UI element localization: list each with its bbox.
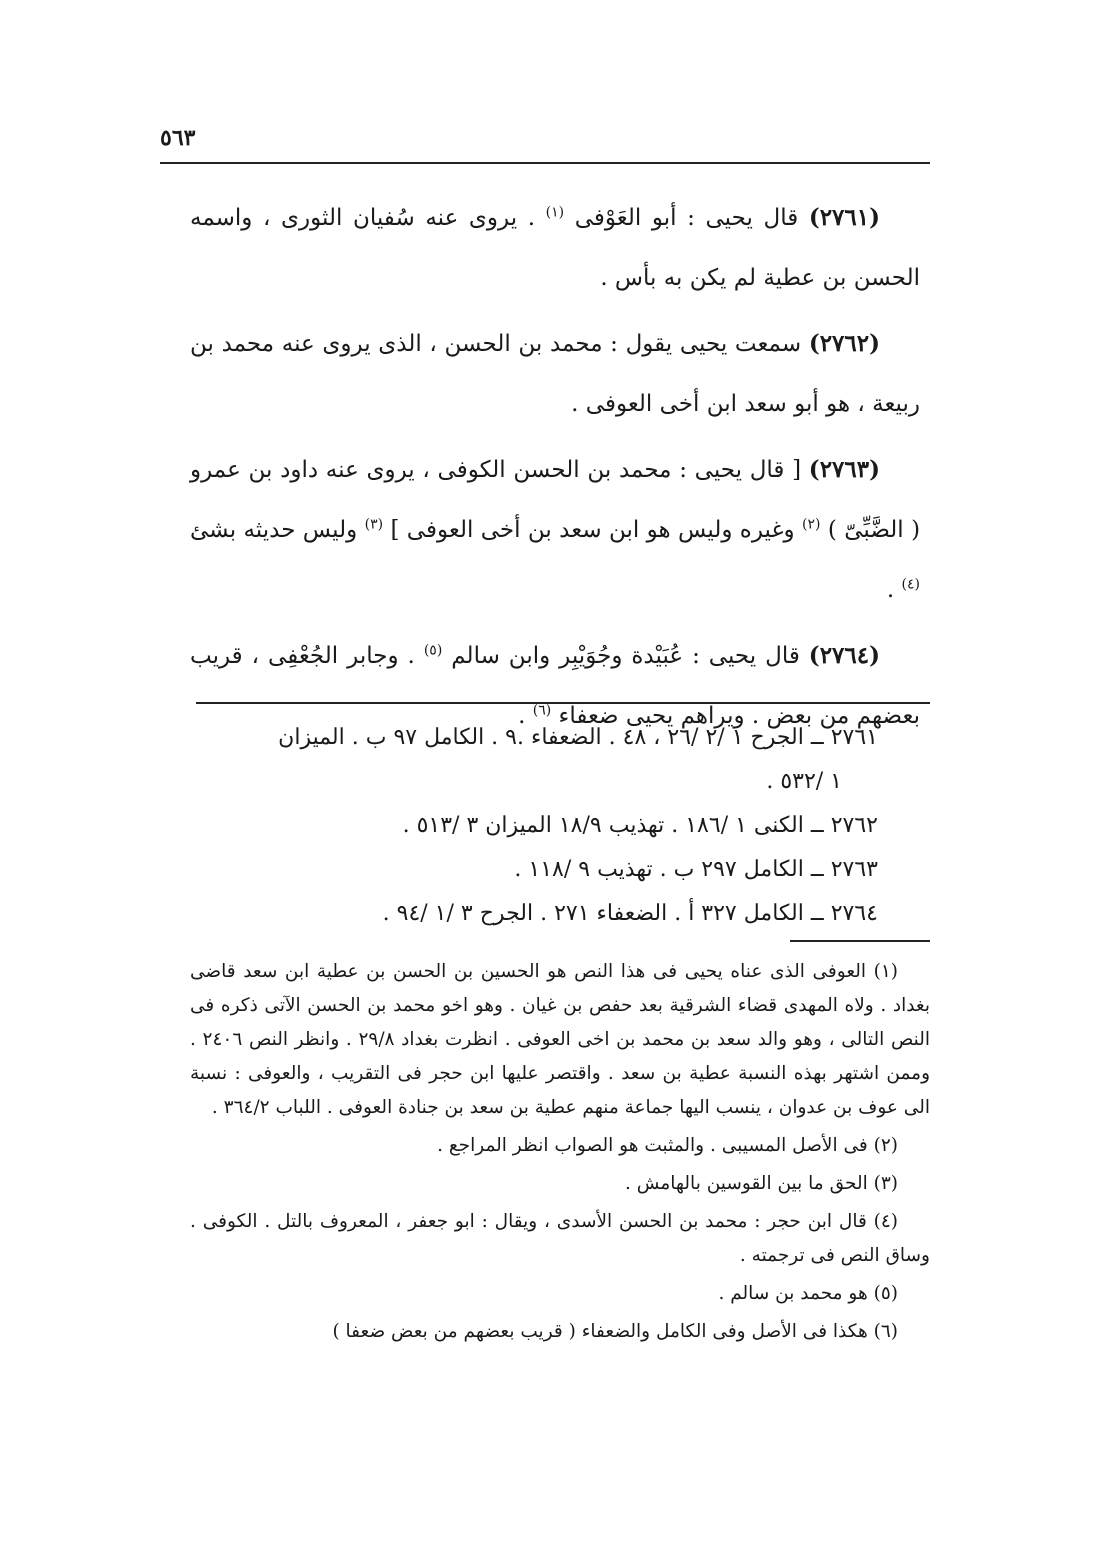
footnotes [190,955,930,1353]
entry-number: (٢٧٦٣) [808,456,880,483]
reference-line: ٢٧٦٤ ــ الكامل ٣٢٧ أ . الضعفاء ٢٧١ . الجرح ٣ /١ /٩٤ . [382,901,878,926]
footnote-2: (٢) فى الأصل المسيبى . والمثبت هو الصواب انظر المراجع . [437,1135,898,1156]
references [190,716,912,936]
entry-2762 [190,314,920,434]
entry-number: (٢٧٦٢) [808,330,881,357]
footnote-marker: (٣) [364,516,384,533]
footnote-marker: (٦) [532,702,552,719]
entry-text: . [886,577,895,603]
entry-text: قال يحيى : أبو العَوْفى [574,205,799,231]
footnote-marker: (١) [545,204,565,221]
reference-line: ٢٧٦٣ ــ الكامل ٢٩٧ ب . تهذيب ٩ /١١٨ . [514,857,878,882]
footnote-marker: (٤) [901,576,920,593]
entry-text: [ قال يحيى : محمد بن الحسن الكوفى ، يروى عنه داود بن عمرو ( الضَّبِّىّ ) [190,457,921,543]
entry-text: . يروى عنه سُفيان الثورى ، واسمه الحسن بن عطية لم يكن به بأس . [190,205,920,291]
reference-line: ١ /٥٣٢ . [766,769,842,794]
footnote-marker: (٥) [423,642,443,659]
reference-line: ٢٧٦١ ــ الجرح ١ /٢ /٢٦ ، ٤٨ . الضعفاء .٩ . الكامل ٩٧ ب . الميزان [278,725,878,750]
footnote-marker: (٢) [802,516,821,533]
footnote-3: (٣) الحق ما بين القوسين بالهامش . [625,1173,898,1194]
entry-text: قال يحيى : عُبَيْدة وجُوَيْبِر وابن سالم [451,643,800,669]
references-rule [196,702,930,704]
footnote-1: (١) العوفى الذى عناه يحيى فى هذا النص هو الحسين بن الحسن بن عطية ابن سعد قاضى بغداد . ولاه المهدى قضاء الشرقية بعد حفص بن غيان . وهو اخو محمد بن الحسن الآتى ذكره فى النص التالى ، وهو والد سعد بن محمد بن اخى العوفى . انظرت بغداد ٢٩/٨ . وانظر النص ٢٤٠٦ . وممن اشتهر بهذه النسبة عطية بن سعد . واقتصر عليها ابن حجر فى التقريب ، والعوفى : نسبة الى عوف بن عدوان ، ينسب اليها جماعة منهم عطية بن سعد بن جنادة العوفى . اللباب ٣٦٤/٢ . [190,961,930,1118]
entry-2763 [190,440,920,620]
entry-text: . [518,703,526,729]
entry-text: سمعت يحيى يقول : محمد بن الحسن ، الذى يروى عنه محمد بن ربيعة ، هو أبو سعد ابن أخى العوفى . [190,331,920,417]
entry-text: . وجابر الجُعْفِى ، قريب بعضهم من بعض . ويراهم يحيى ضعفاء [190,643,920,729]
footnotes-rule [790,940,930,942]
entry-number: (٢٧٦١) [808,204,881,231]
entry-2761 [190,188,920,308]
page-number: ٥٦٣ [160,125,196,151]
footnote-4: (٤) قال ابن حجر : محمد بن الحسن الأسدى ، ويقال : ابو جعفر ، المعروف بالتل . الكوفى . وساق النص فى ترجمته . [190,1211,930,1266]
entry-text: وليس حديثه بشئ [190,517,358,543]
reference-line: ٢٧٦٢ ــ الكنى ١ /١٨٦ . تهذيب ١٨/٩ الميزان ٣ /٥١٣ . [402,813,878,838]
entry-text: وغيره وليس هو ابن سعد بن أخى العوفى ] [390,517,795,543]
main-text [190,188,920,752]
header-rule [160,162,930,164]
footnote-5: (٥) هو محمد بن سالم . [718,1283,898,1304]
entry-number: (٢٧٦٤) [808,642,880,669]
footnote-6: (٦) هكذا فى الأصل وفى الكامل والضعفاء ( قريب بعضهم من بعض ضعفا ) [332,1321,898,1342]
